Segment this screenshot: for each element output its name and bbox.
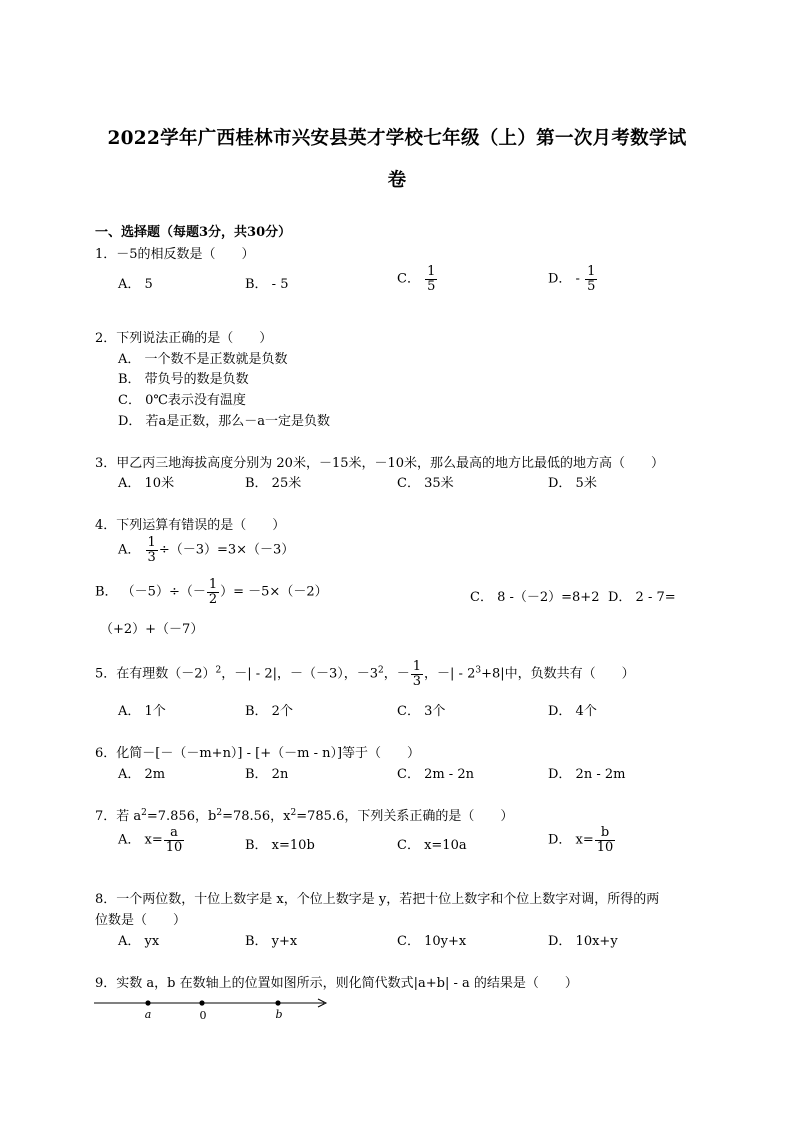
q4-option-a-label: A．	[118, 542, 141, 558]
q7-option-a-label: A． x=	[118, 832, 163, 848]
q1-option-c-fraction: $\frac{1}{5}$	[427, 264, 436, 294]
q7-option-d	[548, 826, 616, 854]
question-1-stem: 1．－5的相反数是（ ）	[95, 247, 255, 262]
q3-option-d: D． 5米	[548, 476, 597, 491]
q6-option-c: C． 2m - 2n	[397, 767, 474, 782]
q1-option-a: A． 5	[118, 277, 153, 292]
question-6-stem: 6．化简－[－（－m+n）] - [+（－m - n）]等于（ ）	[95, 746, 421, 761]
q8-option-d: D． 10x+y	[548, 934, 618, 949]
q2-option-b: B． 带负号的数是负数	[118, 372, 249, 387]
q6-option-b: B． 2n	[245, 767, 289, 782]
question-3-stem: 3．甲乙丙三地海拔高度分别为 20米，－15米，－10米，那么最高的地方比最低的地方高（ ）	[95, 456, 665, 471]
q7-option-d-fraction: $\frac{b}{10}$	[596, 825, 614, 855]
label-zero: 0	[199, 1009, 207, 1022]
question-5-stem: 5．在有理数$(-2)^2$，－| - 2|，－（－3），$-3^2$，－ $\frac{1}{3}$ ，－| - $2^3+8|$中，负数共有（ ）	[95, 659, 635, 689]
q7-option-b: B． x=10b	[245, 838, 315, 853]
q1-option-b: B． - 5	[245, 277, 289, 292]
q5-option-d: D． 4个	[548, 704, 597, 719]
q1-option-d	[548, 265, 598, 293]
point-zero	[199, 1000, 204, 1005]
q5-fraction: $\frac{1}{3}$	[412, 659, 422, 689]
q8-option-c: C． 10y+x	[397, 934, 467, 949]
q4-option-d-continued: （+2）+（－7）	[100, 622, 204, 637]
question-8-stem-line1: 8．一个两位数，十位上数字是 x，个位上数字是 y，若把十位上数字和个位上数字对调，所得的两	[95, 892, 660, 907]
exam-title-line2: 卷	[387, 170, 407, 191]
label-b: b	[275, 1008, 283, 1021]
q3-option-a: A． 10米	[118, 476, 175, 491]
label-a: a	[144, 1008, 152, 1021]
q4-option-b	[95, 578, 328, 606]
q1-option-c-label: C．	[397, 271, 420, 287]
q2-option-a: A． 一个数不是正数就是负数	[118, 352, 288, 367]
exam-title-line1: 2022学年广西桂林市兴安县英才学校七年级（上）第一次月考数学试	[107, 128, 687, 149]
question-4-stem: 4．下列运算有错误的是（ ）	[95, 518, 286, 533]
q4-option-b-expr: ）= －5×（－2）	[220, 584, 328, 600]
q4-option-a-fraction: $\frac{1}{3}$	[147, 535, 156, 565]
question-7-stem: 7．若 $a^2=7.856$，$b^2=78.56$，$x^2=785.6$，下列关系正确的是（ ）	[95, 808, 514, 824]
q8-option-b: B． y+x	[245, 934, 298, 949]
point-b	[275, 1000, 280, 1005]
q6-option-a: A． 2m	[118, 767, 166, 782]
section-heading: 一、选择题（每题3分，共30分）	[95, 225, 292, 240]
question-9-stem: 9．实数 a，b 在数轴上的位置如图所示，则化简代数式|a+b| - a 的结果是（ ）	[95, 976, 578, 991]
point-a	[145, 1000, 150, 1005]
q4-option-c: C． 8 -（－2）=8+2	[470, 590, 600, 605]
q7-option-d-label: D． x=	[548, 832, 594, 848]
q8-option-a: A． yx	[118, 934, 160, 949]
q5-option-b: B． 2个	[245, 704, 293, 719]
q4-option-d: D． 2 - 7=	[608, 590, 676, 605]
q1-option-c	[397, 265, 438, 293]
q1-option-d-label: D． -	[548, 271, 580, 287]
q6-option-d: D． 2n - 2m	[548, 767, 626, 782]
question-8-stem-line2: 位数是（ ）	[95, 913, 187, 928]
q7-option-c: C． x=10a	[397, 838, 467, 853]
q4-option-b-label: B． （－5）÷（－	[95, 584, 206, 600]
q3-option-c: C． 35米	[397, 476, 454, 491]
q4-option-b-fraction: $\frac{1}{2}$	[208, 577, 218, 607]
q2-option-c: C． 0℃表示没有温度	[118, 393, 246, 408]
question-2-stem: 2．下列说法正确的是（ ）	[95, 331, 273, 346]
q2-option-d: D． 若a是正数，那么－a一定是负数	[118, 414, 331, 429]
q7-option-a	[118, 826, 185, 854]
number-line-figure	[92, 992, 332, 1022]
q5-option-a: A． 1个	[118, 704, 166, 719]
q4-option-a	[118, 536, 294, 564]
q4-option-a-expr: ÷（－3）=3×（－3）	[158, 542, 295, 558]
q7-option-a-fraction: $\frac{a}{10}$	[165, 825, 183, 855]
q1-option-d-fraction: $\frac{1}{5}$	[587, 264, 596, 294]
q5-option-c: C． 3个	[397, 704, 446, 719]
q3-option-b: B． 25米	[245, 476, 302, 491]
